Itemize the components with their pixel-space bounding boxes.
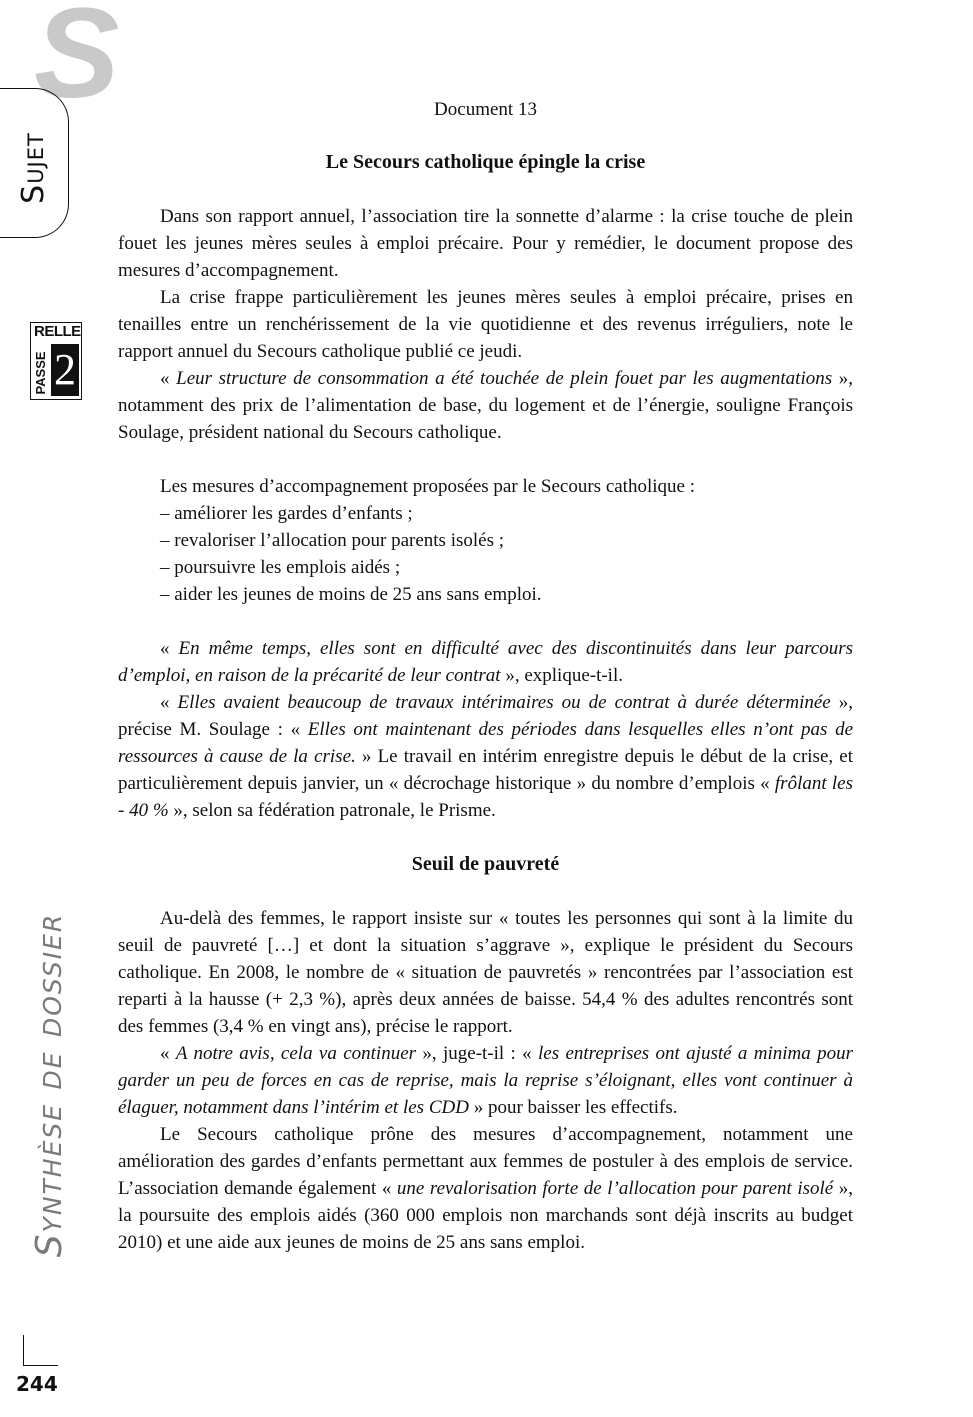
text-run: », la poursuite des emplois aidés (360 000 emplois non marchands sont déjà inscrits au budget 2010) et une aide aux jeunes de moins de 25 ans sans emploi. xyxy=(118,1178,854,1253)
quote-text: A notre avis, cela va continuer xyxy=(175,1043,417,1064)
text-run: », notamment des prix de l’alimentation de base, du logement et de l’énergie, souligne François Soulage, président national du Secours catholique. xyxy=(118,368,854,443)
text-run: » pour baisser les effectifs. xyxy=(468,1097,678,1118)
text-run: Le Secours catholique prône des mesures d’accompagnement, notamment une amélioration des gardes d’enfants permettant aux femmes de postuler à des emplois de service. L’association demande également « xyxy=(118,1124,853,1199)
text-run: « xyxy=(160,368,177,389)
quote-text: Elles ont maintenant des périodes dans lesquelles elles n’ont pas de ressources à cause de la crise. xyxy=(118,719,854,767)
quote-text: En même temps, elles sont en difficulté avec des discontinuités dans leur parcours d’emploi, en raison de la précarité de leur contrat xyxy=(118,638,853,686)
quote-text: une revalorisation forte de l’allocation pour parent isolé xyxy=(396,1178,834,1199)
list-item: – aider les jeunes de moins de 25 ans sans emploi. xyxy=(160,584,542,605)
measures-intro: Les mesures d’accompagnement proposées par le Secours catholique : xyxy=(160,476,695,497)
subheading: Seuil de pauvreté xyxy=(411,853,560,875)
list-item: – améliorer les gardes d’enfants ; xyxy=(160,503,413,524)
section-label: Sujet xyxy=(16,132,51,204)
logo-number: 2 xyxy=(51,344,79,396)
document-body xyxy=(118,96,853,1256)
paragraph xyxy=(118,905,853,1040)
paragraphs-poverty xyxy=(118,905,853,1256)
big-letter: S xyxy=(34,0,120,125)
text-run: », selon sa fédération patronale, le Prisme. xyxy=(168,800,496,821)
paragraph xyxy=(118,284,853,365)
text-run: », précise M. Soulage : « xyxy=(118,692,854,740)
quote-text: frôlant les - 40 % xyxy=(118,773,853,821)
paragraph xyxy=(118,365,853,446)
list-item: – revaloriser l’allocation pour parents isolés ; xyxy=(160,530,505,551)
quote-text: Elles avaient beaucoup de travaux intérimaires ou de contrat à durée déterminée xyxy=(177,692,831,713)
paragraph xyxy=(118,203,853,284)
text-run: Dans son rapport annuel, l’association tire la sonnette d’alarme : la crise touche de plein fouet les jeunes mères seules à emploi précaire. Pour y remédier, le document propose des mesures d’accompagnement. xyxy=(118,206,853,281)
paragraphs-quotes xyxy=(118,635,853,824)
vertical-section-title: Synthèse de dossier xyxy=(29,912,70,1258)
text-run: » Le travail en intérim enregistre depuis le début de la crise, et particulièrement depuis janvier, un « décrochage historique » du nombre d’emplois « xyxy=(118,746,853,794)
text-run: », explique-t-il. xyxy=(500,665,623,686)
text-run: « xyxy=(160,692,178,713)
paragraph xyxy=(118,635,853,689)
page-corner-mark xyxy=(23,1335,58,1366)
text-run: », juge-t-il : « xyxy=(416,1043,539,1064)
paragraphs-intro xyxy=(118,203,853,446)
paragraph xyxy=(118,1040,853,1121)
document-label: Document 13 xyxy=(434,99,537,120)
text-run: « xyxy=(160,638,179,659)
text-run: Au-delà des femmes, le rapport insiste sur « toutes les personnes qui sont à la limite du seuil de pauvreté […] et dont la situation s’aggrave », explique le président du Secours catholique. En 2008, le nombre de « situation de pauvretés » rencontrées par l’association est reparti à la hausse (+ 2,3 %), après deux années de baisse. 54,4 % des adultes rencontrés sont des femmes (3,4 % en vingt ans), précise le rapport. xyxy=(118,908,853,1037)
logo-side-text: PASSE xyxy=(33,351,48,395)
quote-text: les entreprises ont ajusté a minima pour garder un peu de forces en cas de reprise, mais la reprise s’éloignant, elles vont continuer à élaguer, notamment dans l’intérim et les CDD xyxy=(118,1043,854,1118)
measures-list xyxy=(118,500,853,608)
passerelle-logo xyxy=(30,322,82,400)
paragraph xyxy=(118,1121,853,1256)
text-run: « xyxy=(160,1043,176,1064)
logo-top-text: RELLE xyxy=(34,323,81,340)
list-item: – poursuivre les emplois aidés ; xyxy=(160,557,401,578)
paragraph xyxy=(118,689,853,824)
page-number: 244 xyxy=(16,1372,58,1396)
quote-text: Leur structure de consommation a été touchée de plein fouet par les augmentations xyxy=(176,368,833,389)
text-run: La crise frappe particulièrement les jeunes mères seules à emploi précaire, prises en tenailles entre un renchérissement de la vie quotidienne et des revenus irréguliers, note le rapport annuel du Secours catholique publié ce jeudi. xyxy=(118,287,853,362)
document-title: Le Secours catholique épingle la crise xyxy=(325,151,646,173)
